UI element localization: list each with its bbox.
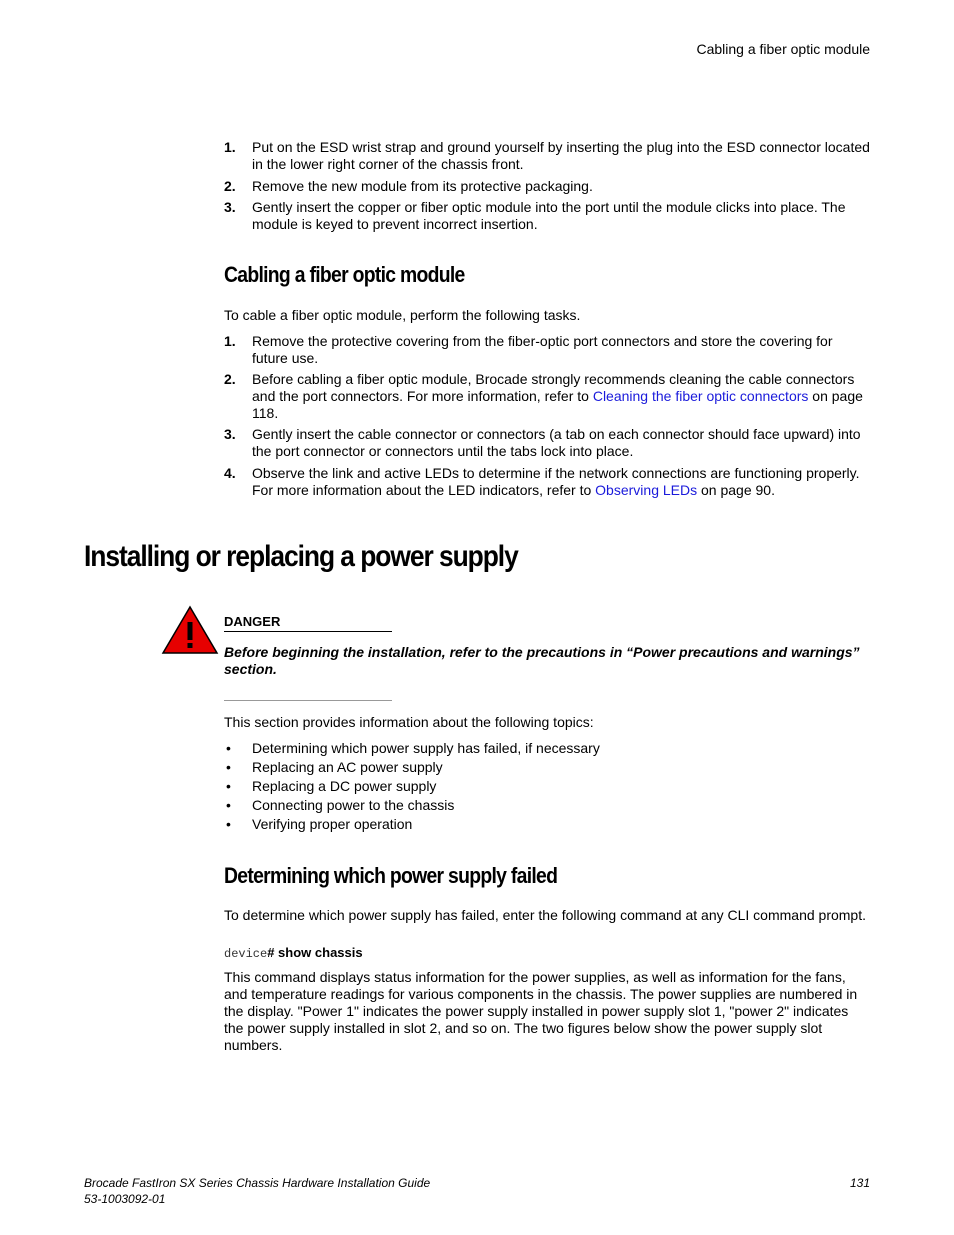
step-text: Gently insert the cable connector or connectors (a tab on each connector should face upward) into the port connector or connectors until the tabs lock into place. [252,426,861,459]
cli-command [224,944,363,963]
section-heading-determine: Determining which power supply failed [224,863,558,888]
danger-icon [161,605,219,655]
step-text: Gently insert the copper or fiber optic module into the port until the module clicks into place. The module is keyed to prevent incorrect insertion. [252,199,846,232]
cli-prompt: device [224,947,268,961]
step-text [252,465,870,499]
bullet: • [226,816,231,832]
link-observing-leds[interactable]: Observing LEDs [595,482,698,498]
bullet: • [226,740,231,756]
danger-bottom-rule [224,700,392,701]
step-number: 2. [224,178,236,194]
step-text-after: on page 118. [252,388,863,421]
danger-top-rule [224,631,392,632]
bullet: • [226,759,231,775]
step-text: Remove the new module from its protective packaging. [252,178,593,194]
cli-command-text: # show chassis [267,945,363,960]
topic-item: Connecting power to the chassis [252,797,455,813]
step-text [252,371,870,422]
section-heading-cabling: Cabling a fiber optic module [224,262,465,287]
power-intro: This section provides information about the following topics: [224,714,594,730]
danger-text: Before beginning the installation, refer to the precautions in “Power precautions and warnings” section. [224,644,860,677]
danger-label: DANGER [224,614,281,629]
determine-body: This command displays status information for the power supplies, as well as information for the fans, and temperature readings for various components in the chassis. The power supplies are numbered in the display. "Power 1" indicates the power supply installed in power supply slot 1, "power 2" indicates the power supply installed in slot 2, and so on. The two figures below show the power supply slot numbers. [224,969,858,1053]
determine-intro: To determine which power supply has failed, enter the following command at any CLI command prompt. [224,907,866,923]
footer-doc-title: Brocade FastIron SX Series Chassis Hardware Installation Guide [84,1176,431,1190]
topic-item: Determining which power supply has failed, if necessary [252,740,600,756]
topic-item: Verifying proper operation [252,816,413,832]
step-text-before: Observe the link and active LEDs to determine if the network connections are functioning properly. For more information about the LED indicators, refer to [252,465,860,498]
topic-item: Replacing an AC power supply [252,759,443,775]
footer-page-number: 131 [849,1176,870,1190]
step-number: 3. [224,199,236,215]
topic-item: Replacing a DC power supply [252,778,437,794]
footer-doc-number: 53-1003092-01 [84,1192,166,1206]
link-cleaning-connectors[interactable]: Cleaning the fiber optic connectors [592,388,809,404]
section-heading-power: Installing or replacing a power supply [84,540,518,573]
step-number: 3. [224,426,236,442]
step-text: Remove the protective covering from the fiber-optic port connectors and store the covering for future use. [252,333,833,366]
step-text-before: Before cabling a fiber optic module, Brocade strongly recommends cleaning the cable connectors and the port connectors. For more information, refer to [252,371,855,404]
step-number: 1. [224,333,236,349]
step-text: Put on the ESD wrist strap and ground yourself by inserting the plug into the ESD connector located in the lower right corner of the chassis front. [252,139,870,172]
cabling-intro: To cable a fiber optic module, perform the following tasks. [224,307,581,323]
bullet: • [226,797,231,813]
step-number: 1. [224,139,236,155]
step-text-after: on page 90. [697,482,775,498]
step-number: 4. [224,465,236,481]
bullet: • [226,778,231,794]
step-number: 2. [224,371,236,387]
running-header: Cabling a fiber optic module [696,41,870,57]
